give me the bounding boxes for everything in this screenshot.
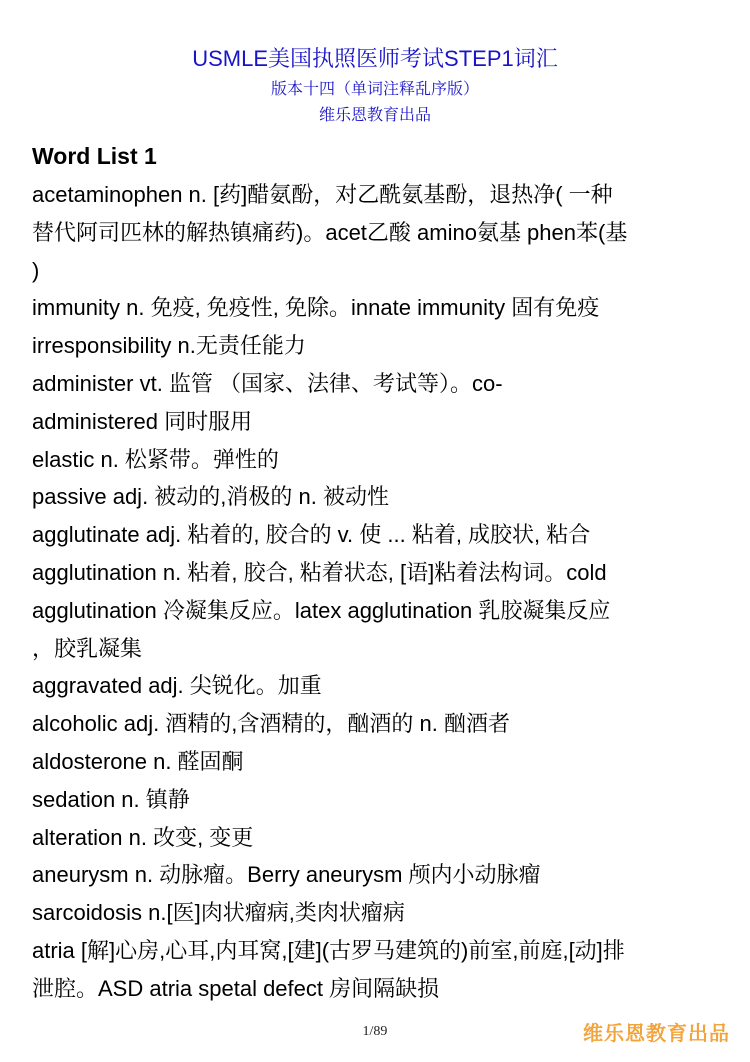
entry-line-11: agglutination n. 粘着, 胶合, 粘着状态, [语]粘着法构词。cold bbox=[32, 559, 607, 585]
entry-line-22: 泄腔。ASD atria spetal defect 房间隔缺损 bbox=[32, 975, 440, 1001]
entry-line-16: aldosterone n. 醛固酮 bbox=[32, 748, 244, 774]
entry-line-9: passive adj. 被动的,消极的 n. 被动性 bbox=[32, 484, 389, 510]
document-publisher: 维乐恩教育出品 bbox=[318, 107, 431, 124]
entry-line-2: 替代阿司匹林的解热镇痛药)。acet乙酸 amino氨基 phen苯(基 bbox=[32, 219, 628, 245]
page-number: 1/89 bbox=[362, 1024, 388, 1039]
entry-line-12: agglutination 冷凝集反应。latex agglutination 乳胶凝集反应 bbox=[32, 597, 611, 623]
entry-line-17: sedation n. 镇静 bbox=[32, 786, 190, 812]
word-list-title: Word List 1 bbox=[32, 143, 157, 169]
entry-line-20: sarcoidosis n.[医]肉状瘤病,类肉状瘤病 bbox=[32, 900, 405, 926]
entry-line-10: agglutinate adj. 粘着的, 胶合的 v. 使 ... 粘着, 成胶状, 粘合 bbox=[32, 522, 591, 548]
entry-line-19: aneurysm n. 动脉瘤。Berry aneurysm 颅内小动脉瘤 bbox=[32, 862, 541, 888]
entry-line-21: atria [解]心房,心耳,内耳窝,[建](古罗马建筑的)前室,前庭,[动]排 bbox=[32, 937, 625, 963]
entry-line-4: immunity n. 免疫, 免疫性, 免除。innate immunity 固有免疫 bbox=[32, 295, 600, 321]
watermark-logo: 维乐恩教育出品 bbox=[583, 1023, 730, 1045]
document-subtitle: 版本十四（单词注释乱序版） bbox=[270, 81, 479, 98]
entry-line-13: ，胶乳凝集 bbox=[32, 635, 143, 661]
entry-line-5: irresponsibility n.无责任能力 bbox=[32, 333, 306, 359]
entry-line-8: elastic n. 松紧带。弹性的 bbox=[32, 446, 279, 472]
entry-line-7: administered 同时服用 bbox=[32, 408, 253, 434]
document-title: USMLE美国执照医师考试STEP1词汇 bbox=[192, 46, 558, 71]
document-header bbox=[0, 44, 750, 127]
word-list-content bbox=[32, 140, 722, 1008]
entry-line-1: acetaminophen n. [药]醋氨酚，对乙酰氨基酚，退热净( 一种 bbox=[32, 182, 613, 207]
entry-line-14: aggravated adj. 尖锐化。加重 bbox=[32, 673, 322, 699]
entry-line-3: ) bbox=[32, 257, 40, 283]
entry-line-18: alteration n. 改变, 变更 bbox=[32, 824, 254, 850]
entry-line-15: alcoholic adj. 酒精的,含酒精的，酗酒的 n. 酗酒者 bbox=[32, 711, 510, 737]
entry-line-6: administer vt. 监管 （国家、法律、考试等）。co- bbox=[32, 370, 503, 396]
